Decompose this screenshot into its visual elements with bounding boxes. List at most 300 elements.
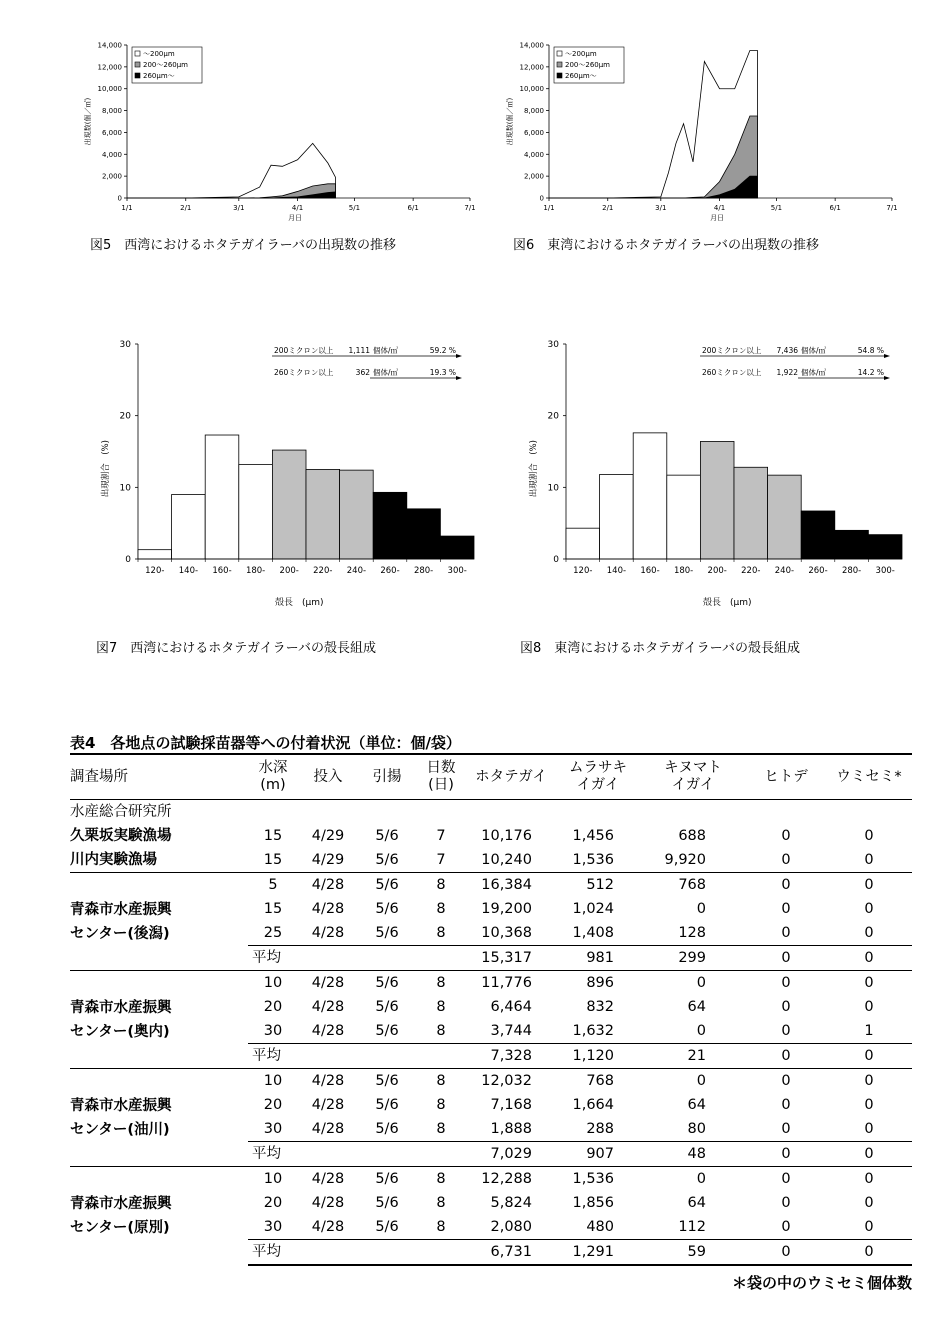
kinumato-cell: 0 bbox=[696, 901, 706, 917]
fig8-xtick-label: 300- bbox=[875, 566, 895, 576]
table-header-cell: ヒトデ bbox=[746, 754, 826, 800]
days-cell: 8 bbox=[436, 925, 446, 941]
hitode-average-cell: 0 bbox=[746, 946, 826, 971]
in-date-cell: 4/29 bbox=[311, 852, 345, 868]
days-cell: 8 bbox=[436, 901, 446, 917]
hotate-cell: 7,168 bbox=[490, 1097, 532, 1113]
depth-cell: 20 bbox=[263, 999, 283, 1015]
out-date-cell: 5/6 bbox=[375, 901, 399, 917]
umisemi-cell: 0 bbox=[826, 1167, 912, 1192]
hitode-average-cell: 0 bbox=[746, 1240, 826, 1266]
fig7-ytick-label: 10 bbox=[119, 483, 131, 494]
table-row bbox=[70, 848, 912, 873]
hitode-cell: 0 bbox=[781, 1097, 791, 1113]
fig7-xtick-label: 160- bbox=[212, 566, 232, 576]
fig6-xtick-label: 4/1 bbox=[713, 204, 726, 212]
kinumato-cell: 0 bbox=[640, 971, 746, 996]
fig6-legend-swatch bbox=[557, 51, 562, 56]
hitode-cell: 0 bbox=[781, 1219, 791, 1235]
umisemi-average-cell: 0 bbox=[826, 1240, 912, 1266]
fig5-ytick-label: 6,000 bbox=[101, 128, 122, 137]
fig8-bar-chart bbox=[518, 330, 918, 620]
in-date-cell: 4/28 bbox=[311, 1121, 345, 1137]
fig7-ann-pct: 59.2 % bbox=[429, 346, 456, 355]
out-date-cell: 5/6 bbox=[358, 1069, 416, 1094]
hotate-cell: 12,288 bbox=[466, 1167, 556, 1192]
fig7-bar bbox=[440, 536, 474, 559]
fig5-xtick-label: 4/1 bbox=[291, 204, 304, 212]
fig5-legend-swatch bbox=[135, 51, 140, 56]
fig6-xtick-label: 5/1 bbox=[770, 204, 783, 212]
hotate-cell: 11,776 bbox=[466, 971, 556, 996]
fig8-ann-arrowhead bbox=[884, 376, 890, 380]
fig8-bar bbox=[868, 535, 902, 559]
table-row bbox=[70, 1167, 912, 1192]
fig8-bar bbox=[801, 511, 835, 559]
out-date-cell: 5/6 bbox=[375, 1023, 399, 1039]
depth-cell: 10 bbox=[248, 1167, 298, 1192]
murasaki-cell: 1,456 bbox=[572, 828, 614, 844]
in-date-cell: 4/28 bbox=[311, 925, 345, 941]
hitode-cell: 0 bbox=[746, 1069, 826, 1094]
fig5-legend-label: 260μm～ bbox=[143, 72, 175, 80]
fig7-ann-count: 362 bbox=[355, 368, 370, 377]
table-row bbox=[70, 1069, 912, 1094]
fig6-caption: 図6 東湾におけるホタテガイラーバの出現数の推移 bbox=[513, 238, 819, 253]
out-date-cell: 5/6 bbox=[375, 1097, 399, 1113]
murasaki-cell: 1,664 bbox=[572, 1097, 614, 1113]
fig7-ann-label: 200ミクロン以上 bbox=[274, 346, 334, 355]
fig5-caption: 図5 西湾におけるホタテガイラーバの出現数の推移 bbox=[90, 238, 396, 253]
days-cell: 8 bbox=[436, 999, 446, 1015]
umisemi-average-cell: 0 bbox=[826, 1044, 912, 1069]
hitode-cell: 0 bbox=[746, 1167, 826, 1192]
fig6-ytick-label: 2,000 bbox=[523, 172, 544, 181]
fig7-ann-unit: 個体/㎥ bbox=[373, 346, 399, 355]
umisemi-average-cell: 0 bbox=[826, 946, 912, 971]
fig7-bar bbox=[272, 450, 306, 559]
hitode-cell: 0 bbox=[746, 873, 826, 898]
table-header-cell: ウミセミ* bbox=[826, 754, 912, 800]
figure-5 bbox=[70, 30, 490, 230]
out-date-cell: 5/6 bbox=[358, 873, 416, 898]
fig6-legend-label: 260μm～ bbox=[565, 72, 597, 80]
fig7-xtick-label: 260- bbox=[380, 566, 400, 576]
umisemi-cell: 0 bbox=[826, 971, 912, 996]
fig6-ylabel: 出現数(個／㎥) bbox=[506, 97, 514, 146]
days-cell: 8 bbox=[416, 1069, 466, 1094]
fig7-ann-unit: 個体/㎥ bbox=[373, 368, 399, 377]
fig5-xtick-label: 7/1 bbox=[464, 204, 476, 212]
depth-cell: 30 bbox=[263, 1219, 283, 1235]
fig8-bar bbox=[633, 433, 667, 559]
fig5-ytick-label: 14,000 bbox=[97, 41, 122, 50]
umisemi-cell: 0 bbox=[864, 852, 874, 868]
days-cell: 8 bbox=[416, 1167, 466, 1192]
hotate-average-cell: 7,328 bbox=[466, 1044, 556, 1069]
fig7-ann-pct: 19.3 % bbox=[429, 368, 456, 377]
hotate-cell: 2,080 bbox=[490, 1219, 532, 1235]
umisemi-cell: 0 bbox=[864, 1195, 874, 1211]
fig7-bar-chart bbox=[90, 330, 490, 620]
table-row bbox=[70, 873, 912, 898]
fig5-xtick-label: 5/1 bbox=[348, 204, 361, 212]
murasaki-average-cell: 981 bbox=[556, 946, 640, 971]
days-cell: 8 bbox=[436, 1097, 446, 1113]
umisemi-cell: 0 bbox=[864, 999, 874, 1015]
hitode-average-cell: 0 bbox=[746, 1044, 826, 1069]
table-header-row bbox=[70, 754, 912, 800]
hitode-cell: 0 bbox=[781, 901, 791, 917]
fig5-ytick-label: 2,000 bbox=[101, 172, 122, 181]
hitode-cell: 0 bbox=[781, 1195, 791, 1211]
fig6-ytick-label: 0 bbox=[539, 194, 544, 203]
kinumato-cell: 64 bbox=[687, 1195, 706, 1211]
fig8-bar bbox=[835, 530, 869, 559]
days-cell: 8 bbox=[436, 1219, 446, 1235]
fig7-xtick-label: 300- bbox=[447, 566, 467, 576]
umisemi-cell: 0 bbox=[864, 1219, 874, 1235]
depth-cell: 30 bbox=[263, 1121, 283, 1137]
table-row bbox=[70, 800, 912, 825]
sub-site-cell: 川内実験漁場 bbox=[70, 852, 157, 868]
murasaki-cell: 1,024 bbox=[572, 901, 614, 917]
hitode-cell: 0 bbox=[781, 1023, 791, 1039]
hotate-cell: 10,368 bbox=[481, 925, 532, 941]
table-header-cell: 水深 (m) bbox=[248, 754, 298, 800]
fig5-ytick-label: 0 bbox=[117, 194, 122, 203]
depth-cell: 25 bbox=[263, 925, 283, 941]
fig7-bar bbox=[306, 469, 340, 559]
days-cell: 8 bbox=[416, 873, 466, 898]
hotate-cell: 10,240 bbox=[481, 852, 532, 868]
depth-cell: 20 bbox=[263, 1097, 283, 1113]
kinumato-cell: 64 bbox=[687, 999, 706, 1015]
fig7-xtick-label: 200- bbox=[279, 566, 299, 576]
fig8-ann-unit: 個体/㎥ bbox=[801, 368, 827, 377]
site-cell: 青森市水産振興 センター(原別) bbox=[70, 1167, 248, 1266]
days-cell: 8 bbox=[436, 1121, 446, 1137]
fig6-xtick-label: 7/1 bbox=[886, 204, 898, 212]
site-cell: 水産総合研究所 bbox=[70, 804, 172, 820]
fig6-line-chart bbox=[492, 30, 912, 230]
table-4-body bbox=[70, 800, 912, 1266]
hotate-average-cell: 15,317 bbox=[466, 946, 556, 971]
fig8-ann-pct: 14.2 % bbox=[857, 368, 884, 377]
murasaki-cell: 1,536 bbox=[556, 1167, 640, 1192]
table-header-cell: キヌマト イガイ bbox=[640, 754, 746, 800]
fig6-ytick-label: 12,000 bbox=[519, 63, 544, 72]
fig8-bar bbox=[700, 441, 734, 559]
hitode-cell: 0 bbox=[746, 971, 826, 996]
fig8-ann-count: 7,436 bbox=[776, 346, 798, 355]
sub-site-cell: 久栗坂実験漁場 bbox=[70, 828, 172, 844]
kinumato-cell: 80 bbox=[687, 1121, 706, 1137]
hitode-cell: 0 bbox=[781, 852, 791, 868]
table-4 bbox=[70, 733, 912, 1293]
kinumato-cell: 112 bbox=[678, 1219, 706, 1235]
fig6-ytick-label: 8,000 bbox=[523, 107, 544, 116]
in-date-cell: 4/28 bbox=[311, 1097, 345, 1113]
fig7-ylabel: 出現割合 (%) bbox=[101, 440, 111, 498]
fig5-xtick-label: 6/1 bbox=[407, 204, 419, 212]
out-date-cell: 5/6 bbox=[375, 852, 399, 868]
table-4-footnote: ＊袋の中のウミセミ個体数 bbox=[731, 1274, 912, 1292]
fig6-xtick-label: 2/1 bbox=[602, 204, 614, 212]
table-header-cell: 引揚 bbox=[358, 754, 416, 800]
out-date-cell: 5/6 bbox=[375, 1121, 399, 1137]
fig7-bar bbox=[407, 509, 441, 559]
fig7-xtick-label: 140- bbox=[178, 566, 199, 576]
fig8-bar bbox=[566, 528, 600, 559]
average-label: 平均 bbox=[248, 946, 466, 971]
hitode-cell: 0 bbox=[781, 925, 791, 941]
fig7-bar bbox=[172, 495, 206, 560]
hotate-cell: 12,032 bbox=[466, 1069, 556, 1094]
fig7-ann-arrowhead bbox=[456, 354, 462, 358]
umisemi-cell: 1 bbox=[864, 1023, 874, 1039]
out-date-cell: 5/6 bbox=[375, 1219, 399, 1235]
kinumato-cell: 0 bbox=[640, 1167, 746, 1192]
murasaki-cell: 288 bbox=[586, 1121, 614, 1137]
fig7-xtick-label: 240- bbox=[346, 566, 367, 576]
fig5-legend-swatch bbox=[135, 73, 140, 78]
hotate-cell: 1,888 bbox=[490, 1121, 532, 1137]
hotate-cell: 16,384 bbox=[466, 873, 556, 898]
fig6-legend-swatch bbox=[557, 73, 562, 78]
hotate-cell: 19,200 bbox=[481, 901, 532, 917]
fig8-ylabel: 出現割合 (%) bbox=[529, 440, 539, 498]
fig8-ann-pct: 54.8 % bbox=[857, 346, 884, 355]
fig8-ytick-label: 20 bbox=[547, 411, 559, 422]
fig5-ytick-label: 12,000 bbox=[97, 63, 122, 72]
fig7-xtick-label: 220- bbox=[313, 566, 333, 576]
hotate-average-cell: 6,731 bbox=[466, 1240, 556, 1266]
fig8-ytick-label: 0 bbox=[553, 555, 559, 565]
murasaki-cell: 480 bbox=[586, 1219, 614, 1235]
fig5-xtick-label: 3/1 bbox=[233, 204, 245, 212]
murasaki-cell: 1,856 bbox=[572, 1195, 614, 1211]
fig5-ylabel: 出現数(個／㎥) bbox=[84, 97, 92, 146]
depth-cell: 10 bbox=[248, 971, 298, 996]
table-header-cell: 日数 (日) bbox=[416, 754, 466, 800]
fig8-caption: 図8 東湾におけるホタテガイラーバの殻長組成 bbox=[520, 641, 800, 656]
days-cell: 8 bbox=[436, 1023, 446, 1039]
in-date-cell: 4/28 bbox=[311, 1023, 345, 1039]
in-date-cell: 4/28 bbox=[311, 999, 345, 1015]
depth-cell: 5 bbox=[248, 873, 298, 898]
fig6-ytick-label: 10,000 bbox=[519, 85, 544, 94]
fig8-ann-unit: 個体/㎥ bbox=[801, 346, 827, 355]
figure-6 bbox=[492, 30, 912, 230]
fig7-bar bbox=[138, 550, 172, 559]
table-4-grid bbox=[70, 753, 912, 1266]
in-date-cell: 4/28 bbox=[298, 1167, 358, 1192]
in-date-cell: 4/28 bbox=[298, 971, 358, 996]
murasaki-average-cell: 1,291 bbox=[556, 1240, 640, 1266]
fig8-ann-label: 260ミクロン以上 bbox=[702, 368, 762, 377]
umisemi-cell: 0 bbox=[864, 1121, 874, 1137]
fig7-bar bbox=[373, 492, 407, 559]
depth-cell: 15 bbox=[263, 901, 283, 917]
murasaki-cell: 768 bbox=[556, 1069, 640, 1094]
days-cell: 8 bbox=[436, 1195, 446, 1211]
fig8-xtick-label: 160- bbox=[640, 566, 660, 576]
fig8-xtick-label: 260- bbox=[808, 566, 828, 576]
fig7-ann-label: 260ミクロン以上 bbox=[274, 368, 334, 377]
fig8-xtick-label: 120- bbox=[573, 566, 593, 576]
fig6-ytick-label: 14,000 bbox=[519, 41, 544, 50]
site-cell: 青森市水産振興 センター(奥内) bbox=[70, 971, 248, 1069]
fig8-ytick-label: 30 bbox=[547, 340, 559, 350]
fig5-ytick-label: 10,000 bbox=[97, 85, 122, 94]
hotate-cell: 10,176 bbox=[481, 828, 532, 844]
murasaki-average-cell: 907 bbox=[556, 1142, 640, 1167]
fig7-xtick-label: 120- bbox=[145, 566, 165, 576]
hotate-cell: 5,824 bbox=[490, 1195, 532, 1211]
out-date-cell: 5/6 bbox=[358, 971, 416, 996]
in-date-cell: 4/29 bbox=[311, 828, 345, 844]
fig6-ytick-label: 6,000 bbox=[523, 128, 544, 137]
hotate-cell: 6,464 bbox=[490, 999, 532, 1015]
fig8-ann-count: 1,922 bbox=[776, 368, 798, 377]
table-4-header bbox=[70, 754, 912, 800]
fig8-xtick-label: 280- bbox=[841, 566, 862, 576]
fig7-ytick-label: 0 bbox=[125, 555, 131, 565]
fig8-xtick-label: 140- bbox=[606, 566, 627, 576]
depth-cell: 15 bbox=[263, 828, 283, 844]
hitode-cell: 0 bbox=[781, 828, 791, 844]
fig7-ytick-label: 30 bbox=[119, 340, 131, 350]
kinumato-average-cell: 59 bbox=[640, 1240, 746, 1266]
kinumato-cell: 768 bbox=[640, 873, 746, 898]
umisemi-cell: 0 bbox=[826, 1069, 912, 1094]
fig6-xtick-label: 6/1 bbox=[829, 204, 841, 212]
fig8-xtick-label: 240- bbox=[774, 566, 795, 576]
kinumato-average-cell: 48 bbox=[640, 1142, 746, 1167]
table-4-title: 表4 各地点の試験採苗器等への付着状況（単位：個/袋） bbox=[70, 734, 461, 752]
table-header-cell: ムラサキ イガイ bbox=[556, 754, 640, 800]
days-cell: 7 bbox=[436, 852, 446, 868]
days-cell: 7 bbox=[436, 828, 446, 844]
fig8-xlabel: 殻長 (μm) bbox=[703, 598, 752, 608]
fig5-xtick-label: 1/1 bbox=[121, 204, 133, 212]
fig6-ytick-label: 4,000 bbox=[523, 150, 544, 159]
fig8-bar bbox=[667, 475, 701, 559]
fig8-ann-label: 200ミクロン以上 bbox=[702, 346, 762, 355]
umisemi-cell: 0 bbox=[826, 873, 912, 898]
figure-8 bbox=[518, 330, 918, 620]
fig7-bar bbox=[239, 464, 273, 559]
kinumato-cell: 64 bbox=[687, 1097, 706, 1113]
fig5-legend-label: ～200μm bbox=[143, 50, 175, 58]
fig5-ytick-label: 4,000 bbox=[101, 150, 122, 159]
fig5-ytick-label: 8,000 bbox=[101, 107, 122, 116]
kinumato-cell: 9,920 bbox=[664, 852, 706, 868]
out-date-cell: 5/6 bbox=[358, 1167, 416, 1192]
fig8-bar bbox=[600, 474, 634, 559]
table-row bbox=[70, 824, 912, 848]
umisemi-cell: 0 bbox=[864, 1097, 874, 1113]
murasaki-cell: 1,536 bbox=[572, 852, 614, 868]
fig5-xlabel: 月日 bbox=[288, 214, 303, 222]
hitode-cell: 0 bbox=[781, 999, 791, 1015]
fig7-xtick-label: 280- bbox=[413, 566, 434, 576]
hitode-average-cell: 0 bbox=[746, 1142, 826, 1167]
fig8-bar bbox=[768, 475, 802, 559]
in-date-cell: 4/28 bbox=[311, 1219, 345, 1235]
fig7-ann-count: 1,111 bbox=[348, 346, 370, 355]
average-label: 平均 bbox=[248, 1142, 466, 1167]
out-date-cell: 5/6 bbox=[375, 999, 399, 1015]
umisemi-cell: 0 bbox=[864, 901, 874, 917]
site-cell: 青森市水産振興 センター(油川) bbox=[70, 1069, 248, 1167]
table-header-cell: ホタテガイ bbox=[466, 754, 556, 800]
fig6-legend-label: ～200μm bbox=[565, 50, 597, 58]
out-date-cell: 5/6 bbox=[375, 1195, 399, 1211]
fig6-legend-label: 200～260μm bbox=[565, 61, 610, 69]
kinumato-cell: 0 bbox=[640, 1069, 746, 1094]
fig8-xtick-label: 180- bbox=[673, 566, 694, 576]
fig6-xlabel: 月日 bbox=[710, 214, 725, 222]
average-label: 平均 bbox=[248, 1240, 466, 1266]
murasaki-cell: 512 bbox=[556, 873, 640, 898]
fig7-ytick-label: 20 bbox=[119, 411, 131, 422]
murasaki-cell: 832 bbox=[586, 999, 614, 1015]
fig5-xtick-label: 2/1 bbox=[180, 204, 192, 212]
hotate-average-cell: 7,029 bbox=[466, 1142, 556, 1167]
in-date-cell: 4/28 bbox=[298, 1069, 358, 1094]
umisemi-average-cell: 0 bbox=[826, 1142, 912, 1167]
kinumato-average-cell: 299 bbox=[640, 946, 746, 971]
depth-cell: 10 bbox=[248, 1069, 298, 1094]
fig7-xlabel: 殻長 (μm) bbox=[275, 598, 324, 608]
in-date-cell: 4/28 bbox=[298, 873, 358, 898]
fig7-caption: 図7 西湾におけるホタテガイラーバの殻長組成 bbox=[96, 641, 376, 656]
depth-cell: 30 bbox=[263, 1023, 283, 1039]
murasaki-average-cell: 1,120 bbox=[556, 1044, 640, 1069]
fig5-legend-label: 200～260μm bbox=[143, 61, 188, 69]
hotate-cell: 3,744 bbox=[490, 1023, 532, 1039]
average-label: 平均 bbox=[248, 1044, 466, 1069]
depth-cell: 15 bbox=[263, 852, 283, 868]
fig6-xtick-label: 1/1 bbox=[543, 204, 555, 212]
fig7-xtick-label: 180- bbox=[245, 566, 266, 576]
umisemi-cell: 0 bbox=[864, 828, 874, 844]
hitode-cell: 0 bbox=[781, 1121, 791, 1137]
fig8-ann-arrowhead bbox=[884, 354, 890, 358]
out-date-cell: 5/6 bbox=[375, 925, 399, 941]
out-date-cell: 5/6 bbox=[375, 828, 399, 844]
kinumato-cell: 688 bbox=[678, 828, 706, 844]
depth-cell: 20 bbox=[263, 1195, 283, 1211]
fig5-line-chart bbox=[70, 30, 490, 230]
fig6-xtick-label: 3/1 bbox=[655, 204, 667, 212]
fig7-bar bbox=[205, 435, 239, 559]
kinumato-cell: 0 bbox=[696, 1023, 706, 1039]
fig8-xtick-label: 220- bbox=[741, 566, 761, 576]
fig7-bar bbox=[340, 470, 374, 559]
fig8-xtick-label: 200- bbox=[707, 566, 727, 576]
fig6-legend-swatch bbox=[557, 62, 562, 67]
fig5-legend-swatch bbox=[135, 62, 140, 67]
murasaki-cell: 1,408 bbox=[572, 925, 614, 941]
table-header-cell: 調査場所 bbox=[70, 754, 248, 800]
kinumato-cell: 128 bbox=[678, 925, 706, 941]
fig8-ytick-label: 10 bbox=[547, 483, 559, 494]
figure-7 bbox=[90, 330, 490, 620]
table-row bbox=[70, 971, 912, 996]
